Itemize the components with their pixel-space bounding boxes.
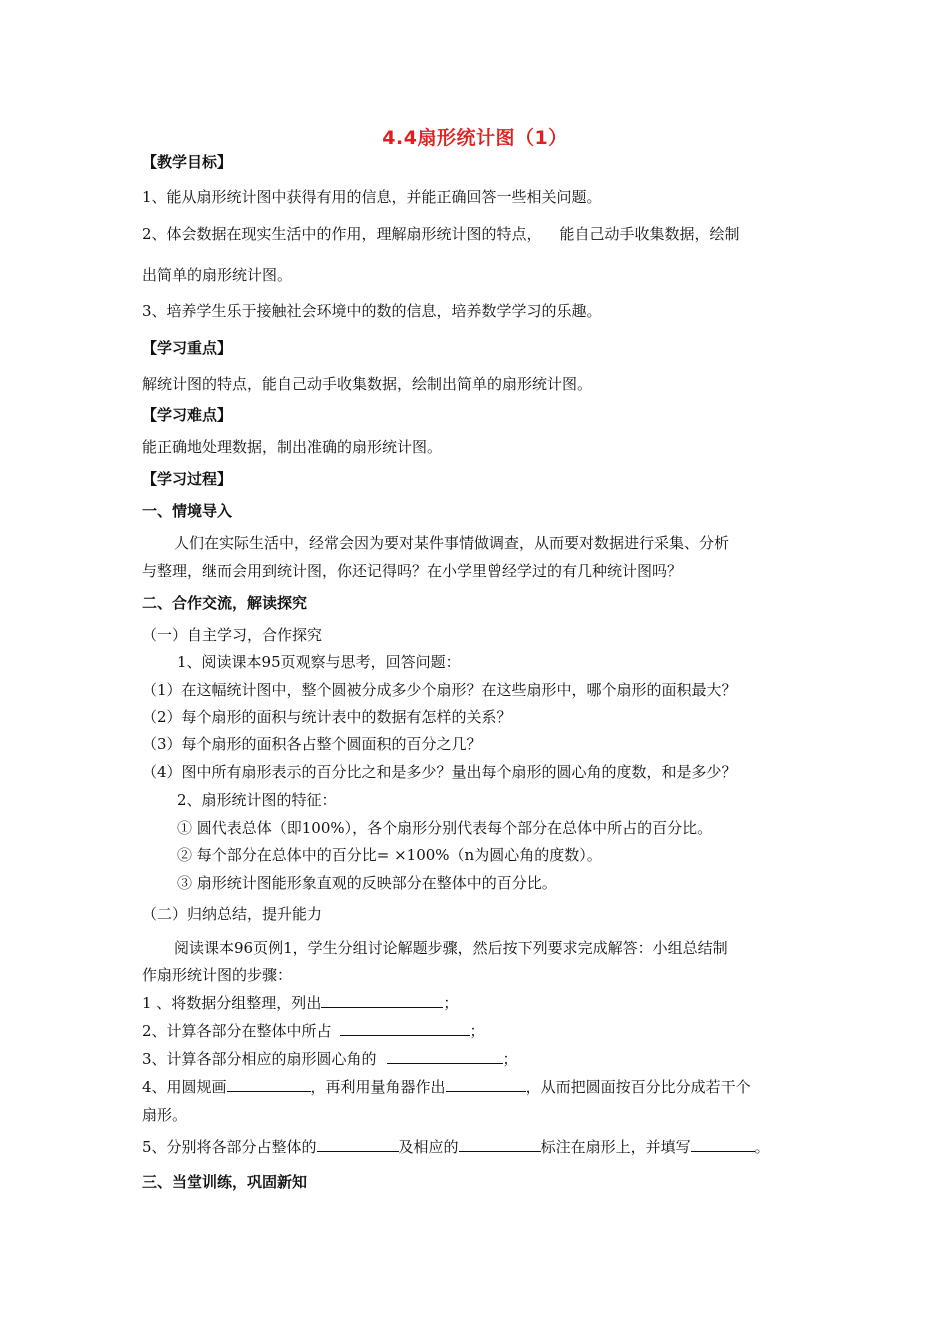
objective-item-3: 3、培养学生乐于接触社会环境中的数的信息，培养数学学习的乐趣。 xyxy=(142,302,602,320)
step-5-blank-3[interactable] xyxy=(691,1136,755,1152)
step-5-end: 。 xyxy=(754,1138,770,1156)
difficulties-text: 能正确地处理数据，制出准确的扇形统计图。 xyxy=(142,438,443,456)
step-5-blank-2[interactable] xyxy=(459,1136,541,1152)
step-5-text-b: 及相应的 xyxy=(398,1138,459,1156)
step-3-end: ； xyxy=(502,1050,518,1068)
question-2: （2）每个扇形的面积与统计表中的数据有怎样的关系？ xyxy=(142,708,512,726)
step-3 xyxy=(142,1048,822,1070)
step-5-blank-1[interactable] xyxy=(317,1136,399,1152)
key-points-text: 解统计图的特点，能自己动手收集数据，绘制出简单的扇形统计图。 xyxy=(142,375,593,393)
objective-item-1: 1、能从扇形统计图中获得有用的信息，并能正确回答一些相关问题。 xyxy=(142,188,602,206)
step-4-blank-1[interactable] xyxy=(227,1076,311,1092)
step-2-blank[interactable] xyxy=(340,1020,470,1036)
question-1: （1）在这幅统计图中，整个圆被分成多少个扇形？在这些扇形中，哪个扇形的面积最大？ xyxy=(142,681,737,699)
step-1 xyxy=(142,992,822,1014)
step-3-text: 3、计算各部分相应的扇形圆心角的 xyxy=(142,1050,377,1068)
objective-item-2-line-1 xyxy=(142,223,822,245)
question-4: （4）图中所有扇形表示的百分比之和是多少？量出每个扇形的圆心角的度数，和是多少？ xyxy=(142,763,737,781)
step-4-line-1 xyxy=(142,1076,822,1098)
reading-task-2-line-2: 作扇形统计图的步骤： xyxy=(142,966,293,984)
step-3-blank[interactable] xyxy=(387,1048,503,1064)
feature-2: ② 每个部分在总体中的百分比= ×100%（n为圆心角的度数）。 xyxy=(177,846,602,864)
key-points-heading: 【学习重点】 xyxy=(142,339,233,357)
feature-1: ① 圆代表总体（即100%），各个扇形分别代表每个部分在总体中所占的百分比。 xyxy=(177,819,713,837)
question-3: （3）每个扇形的面积各占整个圆面积的百分之几？ xyxy=(142,735,482,753)
step-5-text-a: 5、分别将各部分占整体的 xyxy=(142,1138,317,1156)
page-title: 4.4扇形统计图（1） xyxy=(382,127,568,149)
objective-item-2-part-b: 能自己动手收集数据，绘制 xyxy=(559,225,740,243)
step-4-text-b: ，再利用量角器作出 xyxy=(310,1078,446,1096)
step-4-text-c: ，从而把圆面按百分比分成若干个 xyxy=(525,1078,751,1096)
section-1-line-1: 人们在实际生活中，经常会因为要对某件事情做调查，从而要对数据进行采集、分析 xyxy=(174,534,730,552)
objective-item-2-line-2: 出简单的扇形统计图。 xyxy=(142,266,293,284)
feature-heading: 2、扇形统计图的特征： xyxy=(177,791,337,809)
reading-task-1: 1、阅读课本95页观察与思考，回答问题： xyxy=(177,653,461,671)
step-2 xyxy=(142,1020,822,1042)
step-2-end: ； xyxy=(469,1022,485,1040)
section-3-heading: 三、当堂训练，巩固新知 xyxy=(142,1173,308,1191)
difficulties-heading: 【学习难点】 xyxy=(142,406,233,424)
reading-task-2-line-1: 阅读课本96页例1，学生分组讨论解题步骤，然后按下列要求完成解答：小组总结制 xyxy=(174,939,728,957)
step-1-text: 1 、将数据分组整理，列出 xyxy=(142,994,322,1012)
step-4-blank-2[interactable] xyxy=(446,1076,526,1092)
process-heading: 【学习过程】 xyxy=(142,470,233,488)
section-1-heading: 一、情境导入 xyxy=(142,502,233,520)
feature-3: ③ 扇形统计图能形象直观的反映部分在整体中的百分比。 xyxy=(177,874,557,892)
step-4-text-a: 4、用圆规画 xyxy=(142,1078,227,1096)
step-4-line-2: 扇形。 xyxy=(142,1106,188,1124)
step-2-text: 2、计算各部分在整体中所占 xyxy=(142,1022,332,1040)
step-5-text-c: 标注在扇形上，并填写 xyxy=(540,1138,691,1156)
step-1-end: ； xyxy=(443,994,459,1012)
step-5 xyxy=(142,1136,822,1158)
step-1-blank[interactable] xyxy=(321,992,443,1008)
subsection-1-heading: （一）自主学习，合作探究 xyxy=(142,626,323,644)
objectives-heading: 【教学目标】 xyxy=(142,153,233,171)
section-2-heading: 二、合作交流，解读探究 xyxy=(142,594,308,612)
objective-item-2-part-a: 2、体会数据在现实生活中的作用，理解扇形统计图的特点， xyxy=(142,225,542,243)
subsection-2-heading: （二）归纳总结，提升能力 xyxy=(142,905,323,923)
section-1-line-2: 与整理，继而会用到统计图，你还记得吗？在小学里曾经学过的有几种统计图吗？ xyxy=(142,562,683,580)
